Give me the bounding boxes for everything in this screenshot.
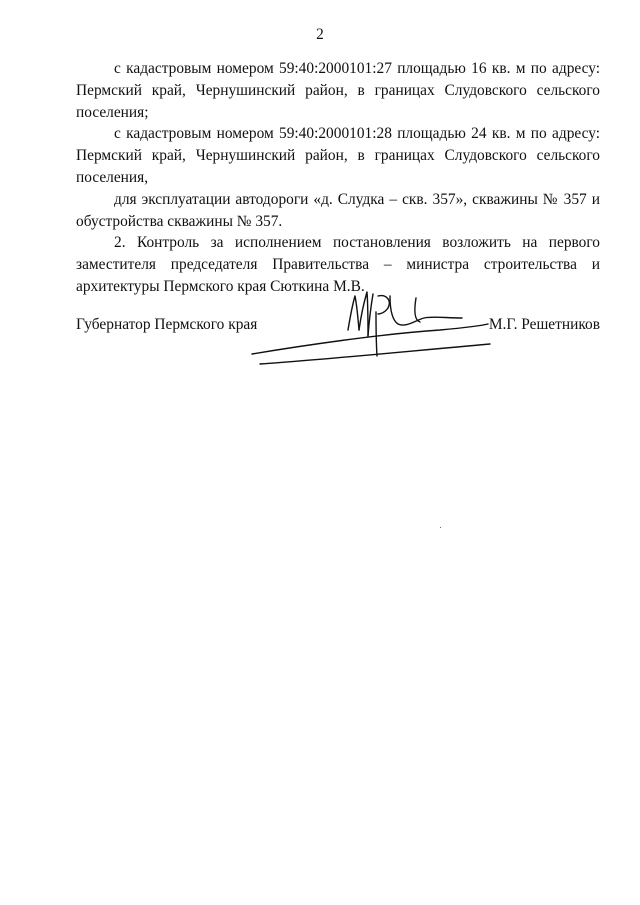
page-number: 2 bbox=[316, 26, 324, 43]
document-body bbox=[76, 58, 600, 298]
paragraph-purpose: для эксплуатации автодороги «д. Слудка – скв. 357», скважины № 357 и обустройства скважины № 357. bbox=[76, 190, 600, 230]
scan-speck bbox=[440, 527, 441, 528]
signer-title: Губернатор Пермского края bbox=[76, 316, 258, 333]
paragraph-control: 2. Контроль за исполнением постановления возложить на первого заместителя председателя Правительства – министра строительства и архитектуры Пермского края Сюткина М.В. bbox=[76, 234, 600, 295]
signer-name: М.Г. Решетников bbox=[488, 316, 600, 333]
paragraph-parcel-28: с кадастровым номером 59:40:2000101:28 площадью 24 кв. м по адресу: Пермский край, Чернушинский район, в границах Слудовского сельского поселения, bbox=[76, 125, 600, 186]
handwritten-signature bbox=[240, 282, 500, 372]
paragraph-parcel-27: с кадастровым номером 59:40:2000101:27 площадью 16 кв. м по адресу: Пермский край, Чернушинский район, в границах Слудовского сельского поселения; bbox=[76, 60, 600, 121]
